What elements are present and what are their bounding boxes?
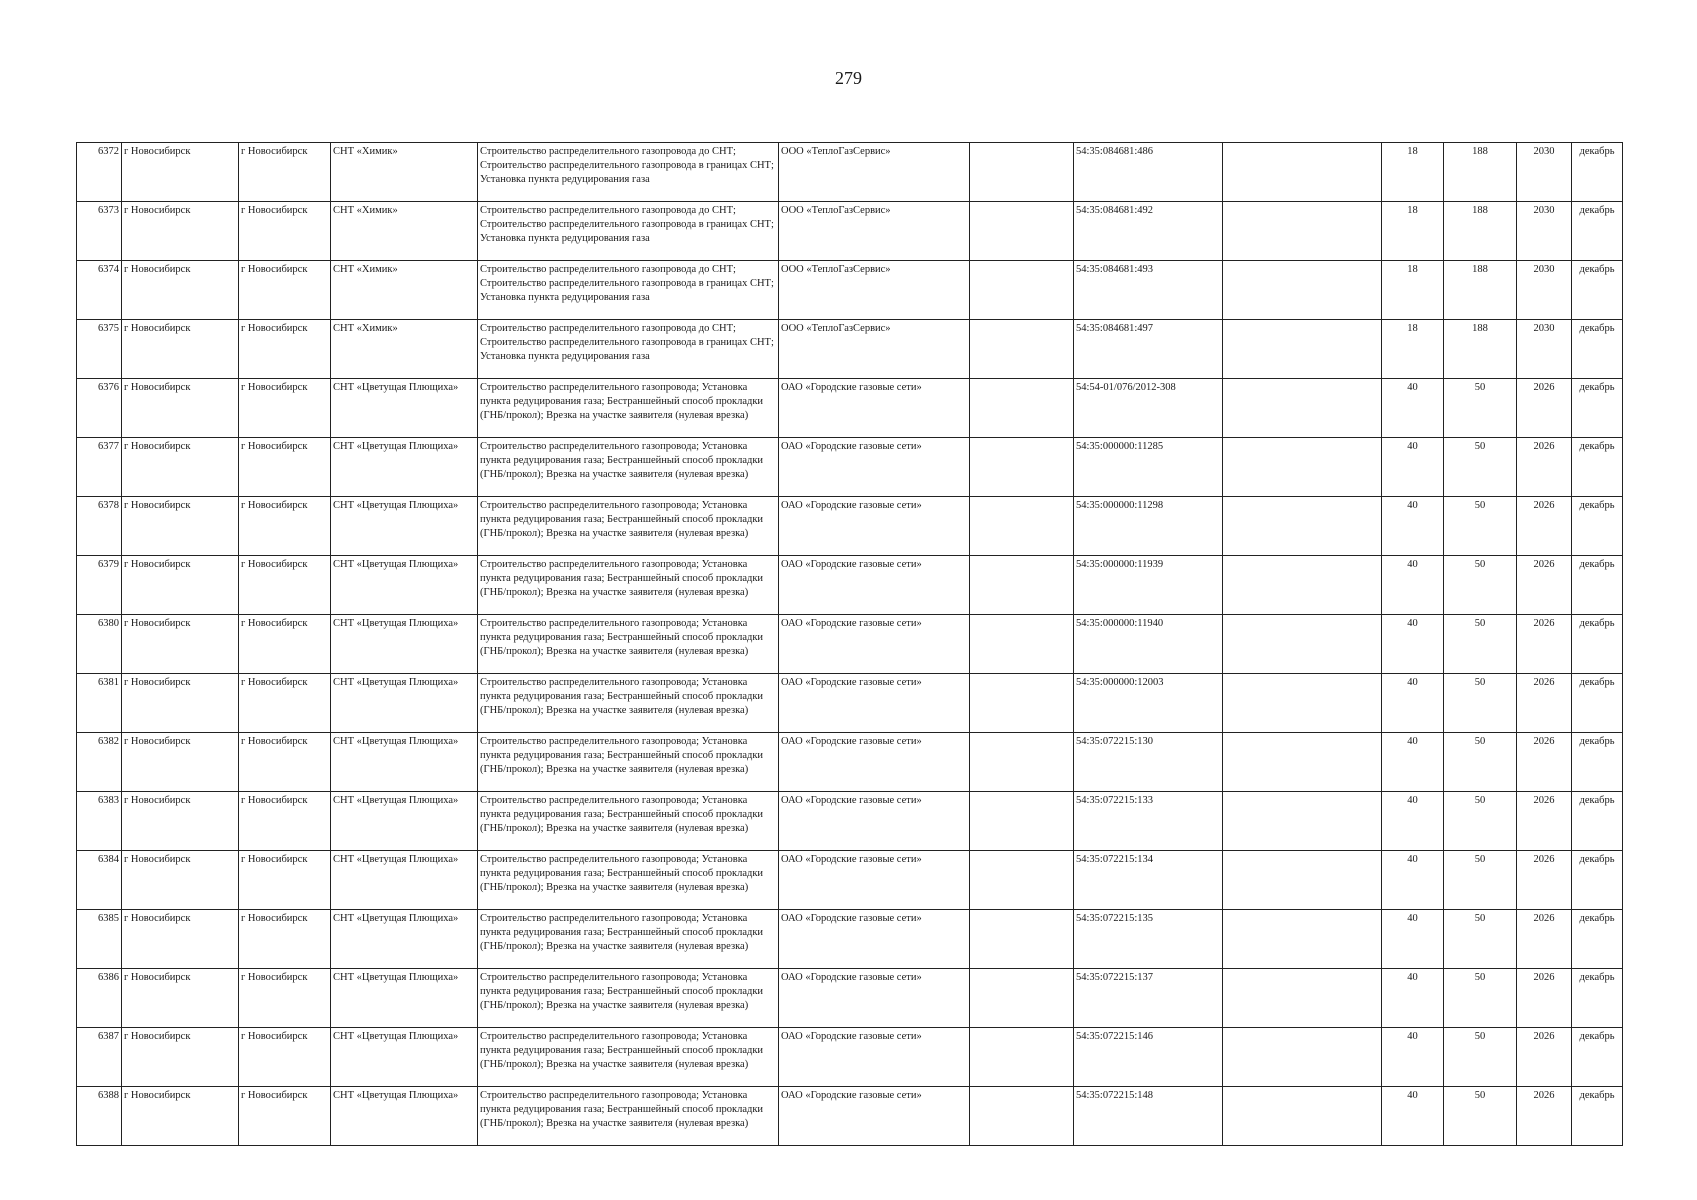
row-number-cell: 6375 xyxy=(77,320,122,379)
gas-operator-cell: ОАО «Городские газовые сети» xyxy=(779,969,970,1028)
value-1-cell: 40 xyxy=(1382,733,1444,792)
row-number-cell: 6379 xyxy=(77,556,122,615)
gas-operator-cell: ОАО «Городские газовые сети» xyxy=(779,379,970,438)
year-cell: 2030 xyxy=(1517,261,1572,320)
municipality-cell: г Новосибирск xyxy=(122,733,239,792)
empty-cell xyxy=(970,792,1074,851)
cadastral-number-cell: 54:35:072215:148 xyxy=(1074,1087,1223,1146)
object-name-cell: СНТ «Цветущая Плющиха» xyxy=(331,556,478,615)
year-cell: 2026 xyxy=(1517,733,1572,792)
empty-cell xyxy=(1223,910,1382,969)
year-cell: 2026 xyxy=(1517,556,1572,615)
works-description-cell: Строительство распределительного газопровода до СНТ; Строительство распределительного газопровода в границах СНТ; Установка пункта редуцирования газа xyxy=(478,320,779,379)
table-row xyxy=(77,497,1623,556)
year-cell: 2026 xyxy=(1517,379,1572,438)
table-row xyxy=(77,615,1623,674)
value-2-cell: 188 xyxy=(1444,261,1517,320)
year-cell: 2030 xyxy=(1517,143,1572,202)
empty-cell xyxy=(970,615,1074,674)
works-description-cell: Строительство распределительного газопровода; Установка пункта редуцирования газа; Бестраншейный способ прокладки (ГНБ/прокол); Врезка на участке заявителя (нулевая врезка) xyxy=(478,615,779,674)
row-number-cell: 6385 xyxy=(77,910,122,969)
cadastral-number-cell: 54:35:072215:146 xyxy=(1074,1028,1223,1087)
value-2-cell: 50 xyxy=(1444,556,1517,615)
empty-cell xyxy=(970,143,1074,202)
municipality-cell: г Новосибирск xyxy=(122,792,239,851)
cadastral-number-cell: 54:35:072215:134 xyxy=(1074,851,1223,910)
table-row xyxy=(77,674,1623,733)
municipality-cell: г Новосибирск xyxy=(122,910,239,969)
object-name-cell: СНТ «Цветущая Плющиха» xyxy=(331,497,478,556)
table-row xyxy=(77,910,1623,969)
value-2-cell: 188 xyxy=(1444,320,1517,379)
empty-cell xyxy=(970,320,1074,379)
gas-operator-cell: ОАО «Городские газовые сети» xyxy=(779,674,970,733)
month-cell: декабрь xyxy=(1572,143,1623,202)
settlement-cell: г Новосибирск xyxy=(239,615,331,674)
month-cell: декабрь xyxy=(1572,202,1623,261)
value-1-cell: 40 xyxy=(1382,1028,1444,1087)
works-description-cell: Строительство распределительного газопровода; Установка пункта редуцирования газа; Бестраншейный способ прокладки (ГНБ/прокол); Врезка на участке заявителя (нулевая врезка) xyxy=(478,733,779,792)
works-description-cell: Строительство распределительного газопровода; Установка пункта редуцирования газа; Бестраншейный способ прокладки (ГНБ/прокол); Врезка на участке заявителя (нулевая врезка) xyxy=(478,1028,779,1087)
value-1-cell: 18 xyxy=(1382,261,1444,320)
settlement-cell: г Новосибирск xyxy=(239,556,331,615)
month-cell: декабрь xyxy=(1572,615,1623,674)
value-1-cell: 40 xyxy=(1382,556,1444,615)
object-name-cell: СНТ «Цветущая Плющиха» xyxy=(331,379,478,438)
works-description-cell: Строительство распределительного газопровода; Установка пункта редуцирования газа; Бестраншейный способ прокладки (ГНБ/прокол); Врезка на участке заявителя (нулевая врезка) xyxy=(478,792,779,851)
row-number-cell: 6374 xyxy=(77,261,122,320)
row-number-cell: 6382 xyxy=(77,733,122,792)
value-2-cell: 50 xyxy=(1444,497,1517,556)
works-description-cell: Строительство распределительного газопровода; Установка пункта редуцирования газа; Бестраншейный способ прокладки (ГНБ/прокол); Врезка на участке заявителя (нулевая врезка) xyxy=(478,379,779,438)
cadastral-number-cell: 54:35:084681:486 xyxy=(1074,143,1223,202)
value-1-cell: 40 xyxy=(1382,438,1444,497)
row-number-cell: 6388 xyxy=(77,1087,122,1146)
settlement-cell: г Новосибирск xyxy=(239,792,331,851)
month-cell: декабрь xyxy=(1572,497,1623,556)
works-description-cell: Строительство распределительного газопровода; Установка пункта редуцирования газа; Бестраншейный способ прокладки (ГНБ/прокол); Врезка на участке заявителя (нулевая врезка) xyxy=(478,497,779,556)
cadastral-number-cell: 54:35:072215:133 xyxy=(1074,792,1223,851)
municipality-cell: г Новосибирск xyxy=(122,615,239,674)
month-cell: декабрь xyxy=(1572,320,1623,379)
empty-cell xyxy=(970,851,1074,910)
year-cell: 2026 xyxy=(1517,969,1572,1028)
empty-cell xyxy=(1223,792,1382,851)
object-name-cell: СНТ «Цветущая Плющиха» xyxy=(331,1087,478,1146)
value-1-cell: 40 xyxy=(1382,674,1444,733)
month-cell: декабрь xyxy=(1572,674,1623,733)
year-cell: 2026 xyxy=(1517,1028,1572,1087)
value-1-cell: 40 xyxy=(1382,792,1444,851)
object-name-cell: СНТ «Цветущая Плющиха» xyxy=(331,674,478,733)
empty-cell xyxy=(970,438,1074,497)
table-row xyxy=(77,202,1623,261)
table-row xyxy=(77,261,1623,320)
empty-cell xyxy=(1223,851,1382,910)
row-number-cell: 6381 xyxy=(77,674,122,733)
table-row xyxy=(77,1028,1623,1087)
gas-operator-cell: ООО «ТеплоГазСервис» xyxy=(779,320,970,379)
value-1-cell: 40 xyxy=(1382,851,1444,910)
row-number-cell: 6384 xyxy=(77,851,122,910)
gas-operator-cell: ОАО «Городские газовые сети» xyxy=(779,556,970,615)
municipality-cell: г Новосибирск xyxy=(122,202,239,261)
month-cell: декабрь xyxy=(1572,556,1623,615)
works-description-cell: Строительство распределительного газопровода; Установка пункта редуцирования газа; Бестраншейный способ прокладки (ГНБ/прокол); Врезка на участке заявителя (нулевая врезка) xyxy=(478,910,779,969)
value-2-cell: 50 xyxy=(1444,792,1517,851)
empty-cell xyxy=(970,497,1074,556)
object-name-cell: СНТ «Химик» xyxy=(331,261,478,320)
settlement-cell: г Новосибирск xyxy=(239,379,331,438)
value-2-cell: 50 xyxy=(1444,910,1517,969)
year-cell: 2026 xyxy=(1517,615,1572,674)
year-cell: 2026 xyxy=(1517,438,1572,497)
gas-operator-cell: ООО «ТеплоГазСервис» xyxy=(779,261,970,320)
value-1-cell: 18 xyxy=(1382,320,1444,379)
municipality-cell: г Новосибирск xyxy=(122,969,239,1028)
gas-operator-cell: ОАО «Городские газовые сети» xyxy=(779,792,970,851)
works-description-cell: Строительство распределительного газопровода; Установка пункта редуцирования газа; Бестраншейный способ прокладки (ГНБ/прокол); Врезка на участке заявителя (нулевая врезка) xyxy=(478,1087,779,1146)
settlement-cell: г Новосибирск xyxy=(239,438,331,497)
settlement-cell: г Новосибирск xyxy=(239,1028,331,1087)
object-name-cell: СНТ «Цветущая Плющиха» xyxy=(331,438,478,497)
object-name-cell: СНТ «Цветущая Плющиха» xyxy=(331,1028,478,1087)
table-row xyxy=(77,851,1623,910)
gas-operator-cell: ООО «ТеплоГазСервис» xyxy=(779,202,970,261)
settlement-cell: г Новосибирск xyxy=(239,733,331,792)
month-cell: декабрь xyxy=(1572,379,1623,438)
table-body xyxy=(77,143,1623,1146)
empty-cell xyxy=(970,910,1074,969)
value-1-cell: 40 xyxy=(1382,969,1444,1028)
settlement-cell: г Новосибирск xyxy=(239,320,331,379)
gas-operator-cell: ОАО «Городские газовые сети» xyxy=(779,615,970,674)
empty-cell xyxy=(1223,438,1382,497)
empty-cell xyxy=(1223,320,1382,379)
value-2-cell: 50 xyxy=(1444,1028,1517,1087)
cadastral-number-cell: 54:35:072215:137 xyxy=(1074,969,1223,1028)
year-cell: 2026 xyxy=(1517,792,1572,851)
row-number-cell: 6383 xyxy=(77,792,122,851)
cadastral-number-cell: 54:35:000000:12003 xyxy=(1074,674,1223,733)
gas-operator-cell: ОАО «Городские газовые сети» xyxy=(779,497,970,556)
month-cell: декабрь xyxy=(1572,733,1623,792)
value-2-cell: 50 xyxy=(1444,1087,1517,1146)
works-description-cell: Строительство распределительного газопровода до СНТ; Строительство распределительного газопровода в границах СНТ; Установка пункта редуцирования газа xyxy=(478,143,779,202)
table-row xyxy=(77,320,1623,379)
municipality-cell: г Новосибирск xyxy=(122,851,239,910)
table-row xyxy=(77,792,1623,851)
value-1-cell: 40 xyxy=(1382,379,1444,438)
settlement-cell: г Новосибирск xyxy=(239,1087,331,1146)
empty-cell xyxy=(970,261,1074,320)
year-cell: 2026 xyxy=(1517,674,1572,733)
works-description-cell: Строительство распределительного газопровода; Установка пункта редуцирования газа; Бестраншейный способ прокладки (ГНБ/прокол); Врезка на участке заявителя (нулевая врезка) xyxy=(478,438,779,497)
object-name-cell: СНТ «Цветущая Плющиха» xyxy=(331,969,478,1028)
row-number-cell: 6372 xyxy=(77,143,122,202)
table-row xyxy=(77,556,1623,615)
municipality-cell: г Новосибирск xyxy=(122,143,239,202)
empty-cell xyxy=(1223,615,1382,674)
object-name-cell: СНТ «Цветущая Плющиха» xyxy=(331,615,478,674)
year-cell: 2026 xyxy=(1517,910,1572,969)
row-number-cell: 6386 xyxy=(77,969,122,1028)
page-number: 279 xyxy=(835,68,862,88)
gas-operator-cell: ОАО «Городские газовые сети» xyxy=(779,910,970,969)
gasification-table xyxy=(76,142,1623,1146)
table-row xyxy=(77,143,1623,202)
table-row xyxy=(77,969,1623,1028)
row-number-cell: 6387 xyxy=(77,1028,122,1087)
table-row xyxy=(77,1087,1623,1146)
settlement-cell: г Новосибирск xyxy=(239,851,331,910)
value-2-cell: 50 xyxy=(1444,379,1517,438)
empty-cell xyxy=(1223,1028,1382,1087)
year-cell: 2026 xyxy=(1517,851,1572,910)
works-description-cell: Строительство распределительного газопровода; Установка пункта редуцирования газа; Бестраншейный способ прокладки (ГНБ/прокол); Врезка на участке заявителя (нулевая врезка) xyxy=(478,674,779,733)
empty-cell xyxy=(1223,674,1382,733)
gas-operator-cell: ОАО «Городские газовые сети» xyxy=(779,851,970,910)
empty-cell xyxy=(1223,379,1382,438)
value-2-cell: 50 xyxy=(1444,615,1517,674)
gas-operator-cell: ООО «ТеплоГазСервис» xyxy=(779,143,970,202)
settlement-cell: г Новосибирск xyxy=(239,910,331,969)
empty-cell xyxy=(1223,969,1382,1028)
value-2-cell: 50 xyxy=(1444,733,1517,792)
cadastral-number-cell: 54:35:084681:493 xyxy=(1074,261,1223,320)
month-cell: декабрь xyxy=(1572,969,1623,1028)
gas-operator-cell: ОАО «Городские газовые сети» xyxy=(779,438,970,497)
year-cell: 2030 xyxy=(1517,320,1572,379)
empty-cell xyxy=(1223,202,1382,261)
empty-cell xyxy=(970,674,1074,733)
empty-cell xyxy=(970,969,1074,1028)
month-cell: декабрь xyxy=(1572,851,1623,910)
object-name-cell: СНТ «Цветущая Плющиха» xyxy=(331,792,478,851)
empty-cell xyxy=(1223,733,1382,792)
month-cell: декабрь xyxy=(1572,1028,1623,1087)
settlement-cell: г Новосибирск xyxy=(239,969,331,1028)
cadastral-number-cell: 54:35:072215:130 xyxy=(1074,733,1223,792)
settlement-cell: г Новосибирск xyxy=(239,143,331,202)
works-description-cell: Строительство распределительного газопровода до СНТ; Строительство распределительного газопровода в границах СНТ; Установка пункта редуцирования газа xyxy=(478,202,779,261)
municipality-cell: г Новосибирск xyxy=(122,556,239,615)
cadastral-number-cell: 54:35:084681:497 xyxy=(1074,320,1223,379)
year-cell: 2030 xyxy=(1517,202,1572,261)
month-cell: декабрь xyxy=(1572,792,1623,851)
works-description-cell: Строительство распределительного газопровода; Установка пункта редуцирования газа; Бестраншейный способ прокладки (ГНБ/прокол); Врезка на участке заявителя (нулевая врезка) xyxy=(478,851,779,910)
gas-operator-cell: ОАО «Городские газовые сети» xyxy=(779,1087,970,1146)
value-1-cell: 18 xyxy=(1382,202,1444,261)
value-1-cell: 40 xyxy=(1382,615,1444,674)
value-2-cell: 50 xyxy=(1444,969,1517,1028)
empty-cell xyxy=(970,733,1074,792)
empty-cell xyxy=(1223,261,1382,320)
value-1-cell: 40 xyxy=(1382,1087,1444,1146)
value-1-cell: 18 xyxy=(1382,143,1444,202)
settlement-cell: г Новосибирск xyxy=(239,202,331,261)
value-2-cell: 50 xyxy=(1444,438,1517,497)
object-name-cell: СНТ «Химик» xyxy=(331,320,478,379)
year-cell: 2026 xyxy=(1517,1087,1572,1146)
gas-operator-cell: ОАО «Городские газовые сети» xyxy=(779,1028,970,1087)
empty-cell xyxy=(1223,556,1382,615)
row-number-cell: 6378 xyxy=(77,497,122,556)
settlement-cell: г Новосибирск xyxy=(239,497,331,556)
value-2-cell: 188 xyxy=(1444,202,1517,261)
cadastral-number-cell: 54:35:072215:135 xyxy=(1074,910,1223,969)
table-row xyxy=(77,379,1623,438)
month-cell: декабрь xyxy=(1572,1087,1623,1146)
works-description-cell: Строительство распределительного газопровода до СНТ; Строительство распределительного газопровода в границах СНТ; Установка пункта редуцирования газа xyxy=(478,261,779,320)
value-2-cell: 50 xyxy=(1444,674,1517,733)
value-1-cell: 40 xyxy=(1382,497,1444,556)
cadastral-number-cell: 54:35:000000:11298 xyxy=(1074,497,1223,556)
month-cell: декабрь xyxy=(1572,261,1623,320)
value-2-cell: 50 xyxy=(1444,851,1517,910)
object-name-cell: СНТ «Цветущая Плющиха» xyxy=(331,851,478,910)
settlement-cell: г Новосибирск xyxy=(239,261,331,320)
row-number-cell: 6380 xyxy=(77,615,122,674)
cadastral-number-cell: 54:35:000000:11285 xyxy=(1074,438,1223,497)
empty-cell xyxy=(1223,497,1382,556)
empty-cell xyxy=(970,202,1074,261)
cadastral-number-cell: 54:35:000000:11939 xyxy=(1074,556,1223,615)
municipality-cell: г Новосибирск xyxy=(122,438,239,497)
works-description-cell: Строительство распределительного газопровода; Установка пункта редуцирования газа; Бестраншейный способ прокладки (ГНБ/прокол); Врезка на участке заявителя (нулевая врезка) xyxy=(478,556,779,615)
municipality-cell: г Новосибирск xyxy=(122,379,239,438)
cadastral-number-cell: 54:35:084681:492 xyxy=(1074,202,1223,261)
object-name-cell: СНТ «Химик» xyxy=(331,202,478,261)
month-cell: декабрь xyxy=(1572,910,1623,969)
municipality-cell: г Новосибирск xyxy=(122,497,239,556)
municipality-cell: г Новосибирск xyxy=(122,261,239,320)
value-2-cell: 188 xyxy=(1444,143,1517,202)
year-cell: 2026 xyxy=(1517,497,1572,556)
gas-operator-cell: ОАО «Городские газовые сети» xyxy=(779,733,970,792)
municipality-cell: г Новосибирск xyxy=(122,1028,239,1087)
month-cell: декабрь xyxy=(1572,438,1623,497)
empty-cell xyxy=(1223,143,1382,202)
table-row xyxy=(77,733,1623,792)
empty-cell xyxy=(970,1087,1074,1146)
object-name-cell: СНТ «Цветущая Плющиха» xyxy=(331,910,478,969)
cadastral-number-cell: 54:54-01/076/2012-308 xyxy=(1074,379,1223,438)
municipality-cell: г Новосибирск xyxy=(122,320,239,379)
municipality-cell: г Новосибирск xyxy=(122,1087,239,1146)
row-number-cell: 6373 xyxy=(77,202,122,261)
cadastral-number-cell: 54:35:000000:11940 xyxy=(1074,615,1223,674)
empty-cell xyxy=(1223,1087,1382,1146)
table-row xyxy=(77,438,1623,497)
value-1-cell: 40 xyxy=(1382,910,1444,969)
settlement-cell: г Новосибирск xyxy=(239,674,331,733)
row-number-cell: 6376 xyxy=(77,379,122,438)
empty-cell xyxy=(970,1028,1074,1087)
empty-cell xyxy=(970,379,1074,438)
works-description-cell: Строительство распределительного газопровода; Установка пункта редуцирования газа; Бестраншейный способ прокладки (ГНБ/прокол); Врезка на участке заявителя (нулевая врезка) xyxy=(478,969,779,1028)
object-name-cell: СНТ «Химик» xyxy=(331,143,478,202)
municipality-cell: г Новосибирск xyxy=(122,674,239,733)
object-name-cell: СНТ «Цветущая Плющиха» xyxy=(331,733,478,792)
empty-cell xyxy=(970,556,1074,615)
row-number-cell: 6377 xyxy=(77,438,122,497)
